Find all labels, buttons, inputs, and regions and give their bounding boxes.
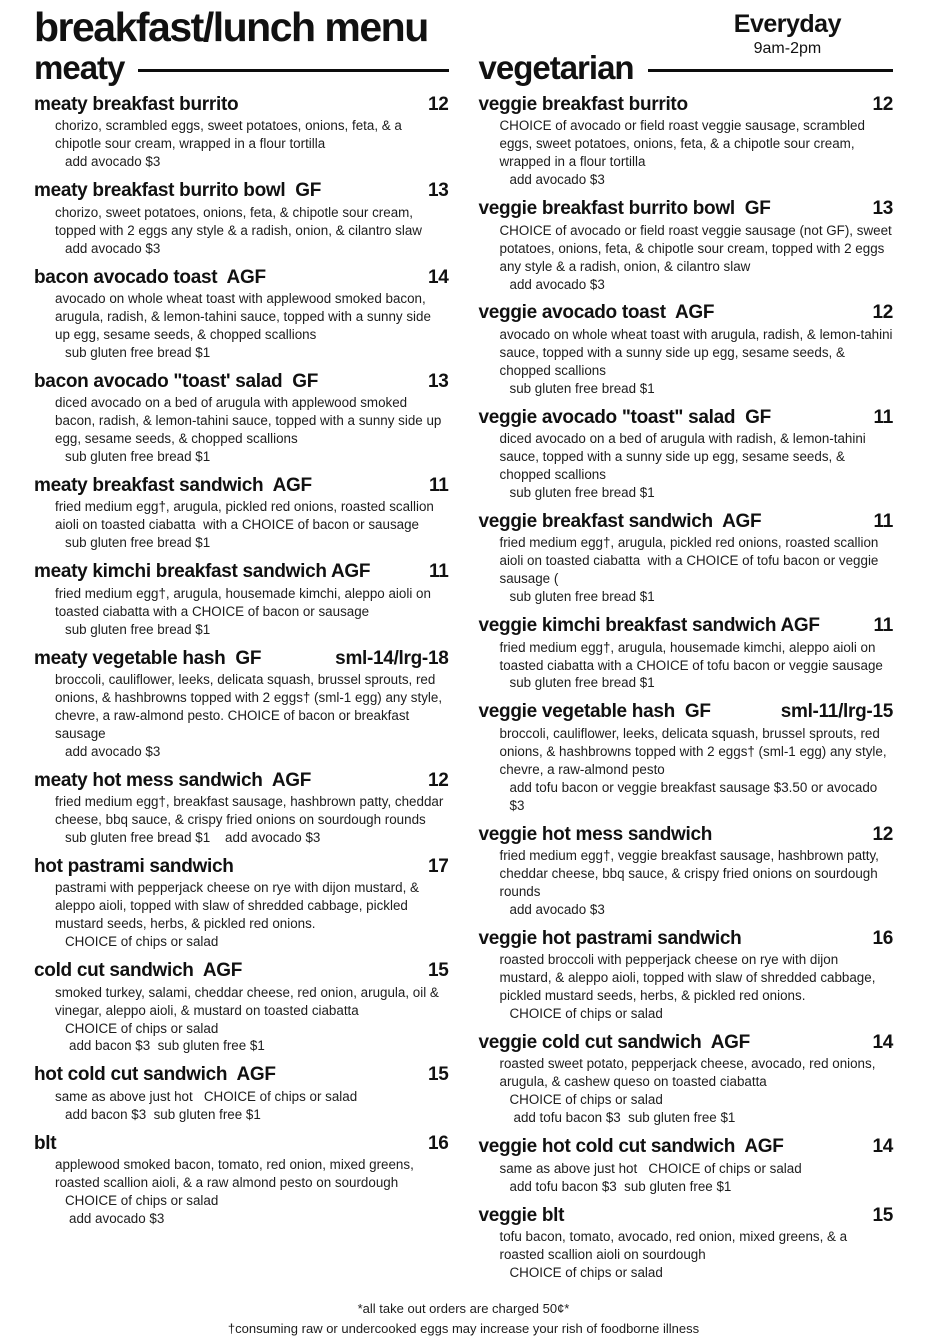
item-price: 13 [427,370,449,392]
item-note: add tofu bacon $3 sub gluten free $1 [513,1110,736,1126]
item-name: hot cold cut sandwich AGF [34,1064,276,1086]
item-description: chorizo, scrambled eggs, sweet potatoes, onions, feta, & a chipotle sour cream, wrapped in a flour tortilla [55,118,406,152]
item-price: 12 [872,302,893,324]
item-price: 11 [429,475,449,497]
column-meaty-header [34,49,449,87]
item-price: sml-11/lrg-15 [780,701,893,723]
item-name: meaty breakfast sandwich AGF [34,475,312,497]
menu-item [34,1064,449,1123]
item-note: add avocado $3 [509,901,605,917]
schedule-days: Everyday [733,10,841,38]
item-notes [34,448,449,466]
item-price: 13 [427,180,449,202]
item-name: veggie hot mess sandwich [478,823,713,845]
menu-item [34,371,449,466]
item-name: veggie avocado "toast" salad GF [478,406,771,428]
item-description: chorizo, sweet potatoes, onions, feta, & chipotle sour cream, topped with 2 eggs any style & a radish, onion, & cilantro slaw [55,204,422,238]
item-name: meaty hot mess sandwich AGF [34,769,312,791]
schedule-hours: 9am-2pm [753,40,822,57]
item-price: 14 [872,1136,893,1158]
item-price: 12 [872,94,893,116]
meaty-items [34,94,449,1228]
column-heading: meaty [34,49,125,87]
menu-item [479,1032,894,1127]
item-price: 15 [427,1064,449,1086]
item-name: veggie breakfast sandwich AGF [478,510,762,532]
menu-footer [34,1299,893,1339]
menu-item-header [34,856,449,878]
menu-item-header [34,475,449,497]
item-price: 15 [427,960,449,982]
menu-item-header [479,615,894,637]
item-note: sub gluten free bread $1 [509,380,655,396]
vegetarian-items [478,94,897,1282]
item-note: add bacon $3 sub gluten free $1 [69,1038,265,1054]
item-name: hot pastrami sandwich [34,855,234,877]
item-description: smoked turkey, salami, cheddar cheese, red onion, arugula, oil & vinegar, aleppo aioli, & mustard on toasted ciabatta [55,984,443,1018]
menu-item [479,94,894,189]
item-note: add avocado $3 [65,743,161,759]
item-description: fried medium egg†, arugula, housemade kimchi, aleppo aioli on toasted ciabatta with a CHOICE of bacon or sausage [55,585,435,619]
menu-item-header [479,1205,894,1227]
menu-item-header [34,561,449,583]
item-name: veggie blt [478,1204,565,1226]
menu-item-header [479,824,894,846]
item-name: veggie breakfast burrito [478,94,688,116]
item-description: diced avocado on a bed of arugula with radish, & lemon-tahini sauce, topped with a sunny side up egg, sesame seeds, & chopped scallions [499,431,870,483]
item-notes [34,1106,449,1124]
menu-item-header [479,928,894,950]
item-description: avocado on whole wheat toast with applewood smoked bacon, arugula, radish, & lemon-tahini sauce, topped with a sunny side up egg, sesame seeds, & chopped scallions [55,290,435,342]
menu-item-header [479,511,894,533]
item-notes [34,344,449,362]
item-notes [479,901,894,919]
menu-item [34,1133,449,1228]
item-description: roasted broccoli with pepperjack cheese on rye with dijon mustard, & aleppo aioli, topped with slaw of shredded cabbage, pickled mustard seeds, herbs, & pickled red onions. [499,952,880,1004]
menu-item-header [34,267,449,289]
item-notes [479,674,894,692]
menu-item-header [34,960,449,982]
item-price: 16 [872,927,893,949]
menu-item [34,960,449,1055]
item-price: 11 [873,406,893,428]
menu-item-header [34,770,449,792]
item-notes [479,171,894,189]
item-notes [34,1020,449,1056]
menu-columns [34,49,897,1291]
column-vegetarian [478,49,897,1291]
item-price: 12 [872,823,893,845]
item-description: same as above just hot CHOICE of chips or salad [55,1088,358,1104]
item-note: CHOICE of chips or salad [65,1020,219,1036]
takeout-note: *all take out orders are charged 50¢* [357,1300,570,1316]
item-note: sub gluten free bread $1 [65,535,211,551]
item-note: CHOICE of chips or salad [65,1193,219,1209]
item-notes [34,933,449,951]
schedule [734,10,841,58]
menu-item [34,180,449,257]
item-note: add avocado $3 [69,1211,165,1226]
raw-egg-disclaimer: †consuming raw or undercooked eggs may increase your rish of foodborne illness [227,1320,700,1336]
menu-item [34,561,449,638]
item-price: 14 [872,1032,893,1054]
item-name: meaty breakfast burrito [34,94,239,116]
item-price: 11 [873,510,893,532]
menu-item-header [34,648,449,670]
item-name: bacon avocado "toast' salad GF [34,370,319,392]
menu-item-header [34,180,449,202]
menu-item [34,648,449,761]
item-price: sml-14/lrg-18 [335,647,449,669]
item-description: tofu bacon, tomato, avocado, red onion, mixed greens, & a roasted scallion aioli on sourdough [499,1228,851,1262]
menu-item [479,615,894,692]
item-price: 17 [427,855,449,877]
heading-rule [138,69,448,72]
column-meaty [34,51,449,1291]
menu-item [479,198,894,293]
menu-item [479,928,894,1023]
item-notes [479,1264,894,1282]
item-price: 14 [427,266,449,288]
item-note: add bacon $3 sub gluten free $1 [65,1106,261,1122]
item-description: same as above just hot CHOICE of chips or salad [499,1160,802,1176]
item-notes [34,621,449,639]
item-note: CHOICE of chips or salad [509,1264,663,1280]
menu-item-header [479,701,894,723]
item-notes [34,534,449,552]
item-notes [34,829,449,847]
item-notes [479,1091,894,1127]
menu-item [479,1205,894,1282]
item-note: CHOICE of chips or salad [509,1092,663,1108]
menu-item [479,511,894,606]
item-note: add avocado $3 [509,276,605,292]
item-name: veggie vegetable hash GF [478,701,711,723]
item-notes [479,779,894,815]
item-note: sub gluten free bread $1 [65,344,211,360]
item-name: cold cut sandwich AGF [34,960,243,982]
menu-item [479,824,894,919]
menu-item-header [479,407,894,429]
menu-item [478,302,897,397]
item-notes [34,240,449,258]
item-description: pastrami with pepperjack cheese on rye with dijon mustard, & aleppo aioli, topped with slaw of shredded cabbage, pickled mustard seeds, herbs, & pickled red onions. [55,880,423,932]
item-price: 11 [873,615,893,637]
menu-item-header [479,198,894,220]
item-note: add tofu bacon or veggie breakfast sausage $3.50 or avocado $3 [509,779,881,813]
menu-item-header [479,1032,894,1054]
item-description: CHOICE of avocado or field roast veggie sausage, scrambled eggs, sweet potatoes, onions, feta, & a chipotle sour cream, wrapped in a flour tortilla [499,118,869,170]
item-description: fried medium egg†, arugula, pickled red onions, roasted scallion aioli on toasted ciabatta with a CHOICE of bacon or sausage [55,499,438,533]
menu-item-header [479,302,894,324]
item-description: fried medium egg†, veggie breakfast sausage, hashbrown patty, cheddar cheese, bbq sauce, & crispy fried onions on sourdough rounds [499,847,883,899]
menu-item [34,94,449,171]
menu-item [34,856,449,951]
item-notes [479,588,894,606]
item-description: broccoli, cauliflower, leeks, delicata squash, brussel sprouts, red onions, & hashbrowns topped with 2 eggs† (sml-1 egg) any style, chevre, a raw-almond pesto [499,725,891,777]
item-name: meaty vegetable hash GF [34,647,262,669]
item-name: veggie breakfast burrito bowl GF [478,198,771,220]
menu-item-header [34,1064,449,1086]
item-notes [479,380,894,398]
item-description: fried medium egg†, breakfast sausage, hashbrown patty, cheddar cheese, bbq sauce, & crispy fried onions on sourdough rounds [55,794,448,828]
item-price: 11 [429,561,449,583]
item-name: veggie cold cut sandwich AGF [478,1032,750,1054]
item-name: veggie hot pastrami sandwich [478,927,742,949]
item-note: sub gluten free bread $1 [509,675,655,691]
menu-item [34,267,449,362]
item-note: sub gluten free bread $1 [509,484,655,500]
item-note: add tofu bacon $3 sub gluten free $1 [509,1178,732,1194]
menu-item-header [479,1136,894,1158]
column-heading: vegetarian [478,49,634,87]
item-price: 12 [427,94,449,116]
menu-item-header [34,371,449,393]
item-description: roasted sweet potato, pepperjack cheese, avocado, red onions, arugula, & cashew queso on toasted ciabatta [499,1056,880,1090]
item-notes [479,276,894,294]
menu-header [34,4,893,57]
menu-item [479,407,894,502]
item-note: sub gluten free bread $1 [509,589,655,605]
item-name: blt [34,1132,57,1154]
menu-item-header [34,1133,449,1155]
item-price: 13 [872,198,893,220]
menu-item [479,1136,894,1195]
item-notes [479,484,894,502]
item-name: meaty breakfast burrito bowl GF [34,180,322,202]
item-note: CHOICE of chips or salad [65,934,219,950]
item-note: sub gluten free bread $1 add avocado $3 [65,830,321,846]
menu-item-header [479,94,894,116]
item-description: fried medium egg†, arugula, pickled red onions, roasted scallion aioli on toasted ciabatta with a CHOICE of tofu bacon or veggie sausage ( [499,535,883,587]
item-name: meaty kimchi breakfast sandwich AGF [34,561,371,583]
item-name: veggie kimchi breakfast sandwich AGF [478,615,820,637]
item-description: CHOICE of avocado or field roast veggie sausage (not GF), sweet potatoes, onions, feta, & chipotle sour cream, topped with 2 eggs any style & a radish, onion, & cilantro slaw [499,222,896,274]
item-note: add avocado $3 [509,172,605,188]
item-notes [34,153,449,171]
item-notes [479,1178,894,1196]
item-name: veggie avocado toast AGF [478,302,715,324]
page-title: breakfast/lunch menu [34,4,428,50]
item-description: broccoli, cauliflower, leeks, delicata squash, brussel sprouts, red onions, & hashbrowns topped with 2 eggs† (sml-1 egg) any style, chevre, a raw-almond pesto. CHOICE of bacon or breakfast sausage [55,671,446,741]
item-notes [479,1005,894,1023]
item-note: add avocado $3 [65,240,161,256]
item-description: diced avocado on a bed of arugula with applewood smoked bacon, radish, & lemon-tahini sauce, topped with a sunny side up egg, sesame seeds, & chopped scallions [55,395,446,447]
item-note: add avocado $3 [65,154,161,170]
item-price: 16 [427,1132,449,1154]
item-note: sub gluten free bread $1 [65,449,211,465]
menu-item-header [34,94,449,116]
menu-item [34,770,449,847]
menu-item [34,475,449,552]
menu-item [479,701,894,814]
item-note: CHOICE of chips or salad [509,1006,663,1022]
item-price: 15 [872,1204,893,1226]
item-notes [34,743,449,761]
item-name: bacon avocado toast AGF [34,266,266,288]
item-description: avocado on whole wheat toast with arugula, radish, & lemon-tahini sauce, topped with a sunny side up egg, sesame seeds, & chopped scallions [499,326,897,378]
item-notes [34,1192,449,1228]
item-description: applewood smoked bacon, tomato, red onion, mixed greens, roasted scallion aioli, & a raw almond pesto on sourdough [55,1157,418,1191]
item-price: 12 [427,769,449,791]
item-description: fried medium egg†, arugula, housemade kimchi, aleppo aioli on toasted ciabatta with a CHOICE of tofu bacon or veggie sausage [499,639,883,673]
item-note: sub gluten free bread $1 [65,621,211,637]
heading-rule [648,69,893,72]
item-name: veggie hot cold cut sandwich AGF [478,1136,784,1158]
